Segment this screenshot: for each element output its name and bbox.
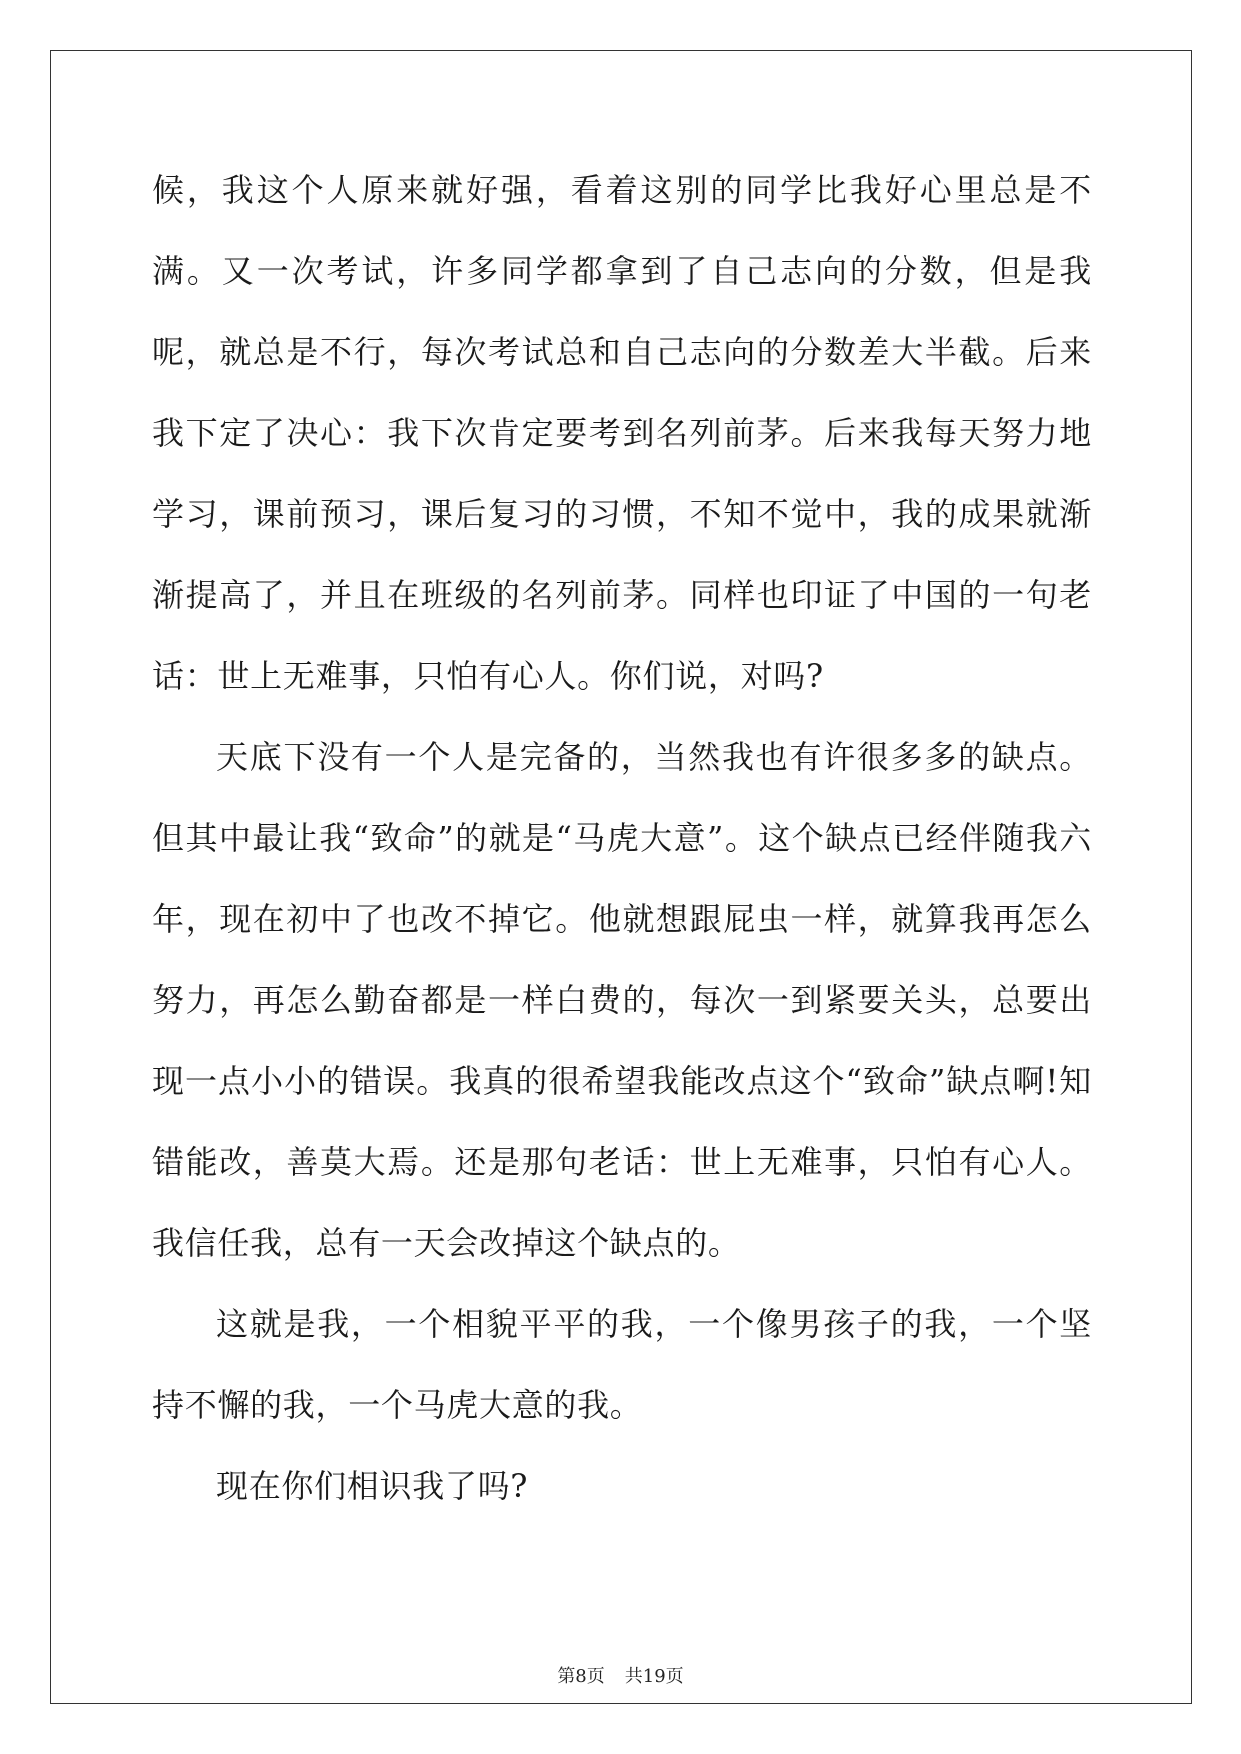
document-body bbox=[152, 150, 1092, 1527]
paragraph-3: 这就是我，一个相貌平平的我，一个像男孩子的我，一个坚持不懈的我，一个马虎大意的我。 bbox=[152, 1305, 1092, 1424]
paragraph-4: 现在你们相识我了吗? bbox=[216, 1467, 529, 1505]
page-footer bbox=[0, 1662, 1241, 1688]
paragraph-2: 天底下没有一个人是完备的，当然我也有许很多多的缺点。但其中最让我“致命”的就是“马虎大意”。这个缺点已经伴随我六年，现在初中了也改不掉它。他就想跟屁虫一样，就算我再怎么努力，再怎么勤奋都是一样白费的，每次一到紧要关头，总要出现一点小小的错误。我真的很希望我能改点这个“致命”缺点啊!知错能改，善莫大焉。还是那句老话：世上无难事，只怕有心人。我信任我，总有一天会改掉这个缺点的。 bbox=[152, 738, 1092, 1262]
page-total: 共19页 bbox=[624, 1666, 684, 1687]
page-number: 第8页 bbox=[557, 1666, 605, 1687]
paragraph-1: 候，我这个人原来就好强，看着这别的同学比我好心里总是不满。又一次考试，许多同学都拿到了自己志向的分数，但是我呢，就总是不行，每次考试总和自己志向的分数差大半截。后来我下定了决心：我下次肯定要考到名列前茅。后来我每天努力地学习，课前预习，课后复习的习惯，不知不觉中，我的成果就渐渐提高了，并且在班级的名列前茅。同样也印证了中国的一句老话：世上无难事，只怕有心人。你们说，对吗? bbox=[152, 171, 1092, 695]
